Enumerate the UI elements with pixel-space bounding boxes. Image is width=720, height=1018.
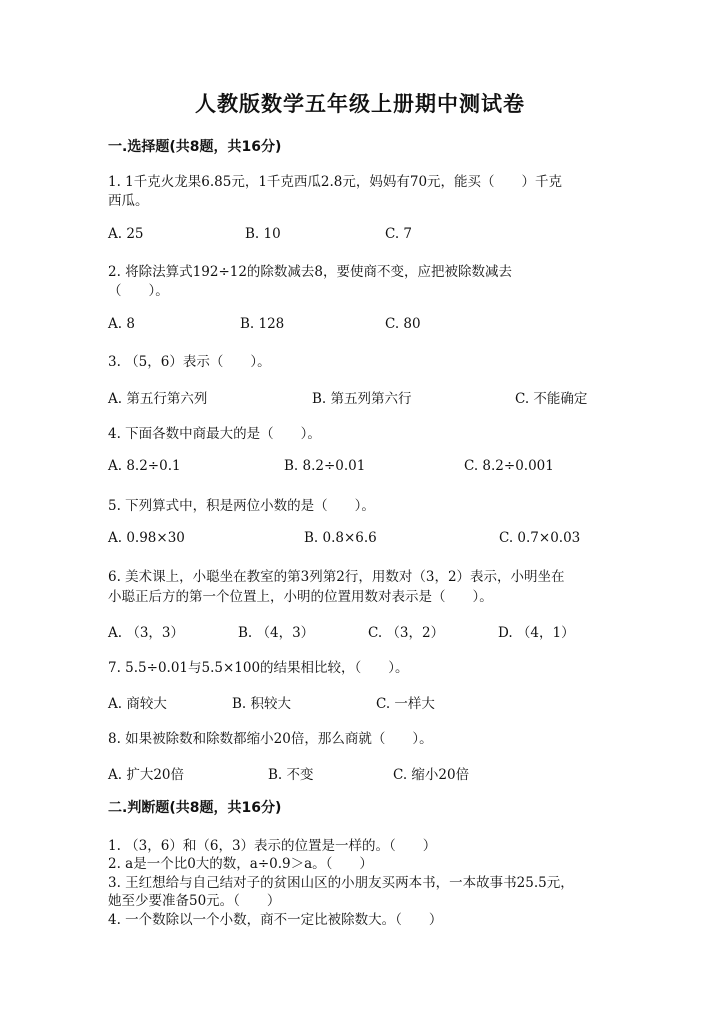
question-text: 5. 下列算式中，积是两位小数的是（ ）。 [108, 498, 375, 514]
section-heading-choice: 一.选择题(共8题，共16分) [108, 139, 282, 155]
option-a: A. 商较大 [108, 696, 167, 712]
option-a: A. （3，3） [108, 625, 185, 641]
option-b: B. 第五列第六行 [312, 391, 412, 407]
page-title: 人教版数学五年级上册期中测试卷 [195, 92, 525, 116]
option-b: B. （4，3） [238, 625, 315, 641]
judgment-line: 她至少要准备50元。（ ） [108, 893, 281, 909]
option-a: A. 第五行第六列 [108, 391, 208, 407]
question-text: 2. 将除法算式192÷12的除数减去8，要使商不变，应把被除数减去 [108, 264, 513, 280]
section-heading-judgment: 二.判断题(共8题，共16分) [108, 800, 282, 816]
question-text: 西瓜。 [108, 193, 149, 209]
option-b: B. 8.2÷0.01 [284, 458, 366, 474]
option-c: C. 0.7×0.03 [499, 530, 581, 546]
option-a: A. 0.98×30 [108, 530, 185, 546]
question-text: （ ）。 [108, 283, 169, 299]
option-b: B. 0.8×6.6 [304, 530, 377, 546]
option-c: C. 8.2÷0.001 [464, 458, 554, 474]
option-c: C. 不能确定 [515, 391, 588, 407]
question-text: 6. 美术课上，小聪坐在教室的第3列第2行，用数对（3，2）表示，小明坐在 [108, 569, 565, 585]
question-text: 8. 如果被除数和除数都缩小20倍，那么商就（ ）。 [108, 731, 433, 747]
judgment-line: 1. （3，6）和（6，3）表示的位置是一样的。（ ） [108, 838, 437, 854]
judgment-line: 4. 一个数除以一个小数，商不一定比被除数大。（ ） [108, 912, 443, 928]
option-c: C. 缩小20倍 [393, 767, 470, 783]
option-b: B. 128 [240, 316, 285, 332]
question-text: 1. 1千克火龙果6.85元，1千克西瓜2.8元，妈妈有70元，能买（ ）千克 [108, 174, 563, 190]
option-c: C. （3，2） [368, 625, 445, 641]
option-a: A. 8.2÷0.1 [108, 458, 181, 474]
option-a: A. 扩大20倍 [108, 767, 185, 783]
question-text: 4. 下面各数中商最大的是（ ）。 [108, 426, 321, 442]
judgment-line: 3. 王红想给与自己结对子的贫困山区的小朋友买两本书，一本故事书25.5元， [108, 875, 574, 891]
judgment-line: 2. a是一个比0大的数，a÷0.9＞a。（ ） [108, 856, 373, 872]
question-text: 7. 5.5÷0.01与5.5×100的结果相比较，（ ）。 [108, 660, 409, 676]
option-d: D. （4，1） [498, 625, 575, 641]
option-b: B. 不变 [268, 767, 314, 783]
question-text: 小聪正后方的第一个位置上，小明的位置用数对表示是（ ）。 [108, 589, 493, 605]
question-text: 3. （5，6）表示（ ）。 [108, 354, 271, 370]
option-b: B. 积较大 [232, 696, 292, 712]
option-a: A. 8 [108, 316, 135, 332]
option-c: C. 80 [385, 316, 421, 332]
option-c: C. 7 [385, 226, 413, 242]
option-b: B. 10 [245, 226, 281, 242]
option-c: C. 一样大 [376, 696, 435, 712]
option-a: A. 25 [108, 226, 144, 242]
